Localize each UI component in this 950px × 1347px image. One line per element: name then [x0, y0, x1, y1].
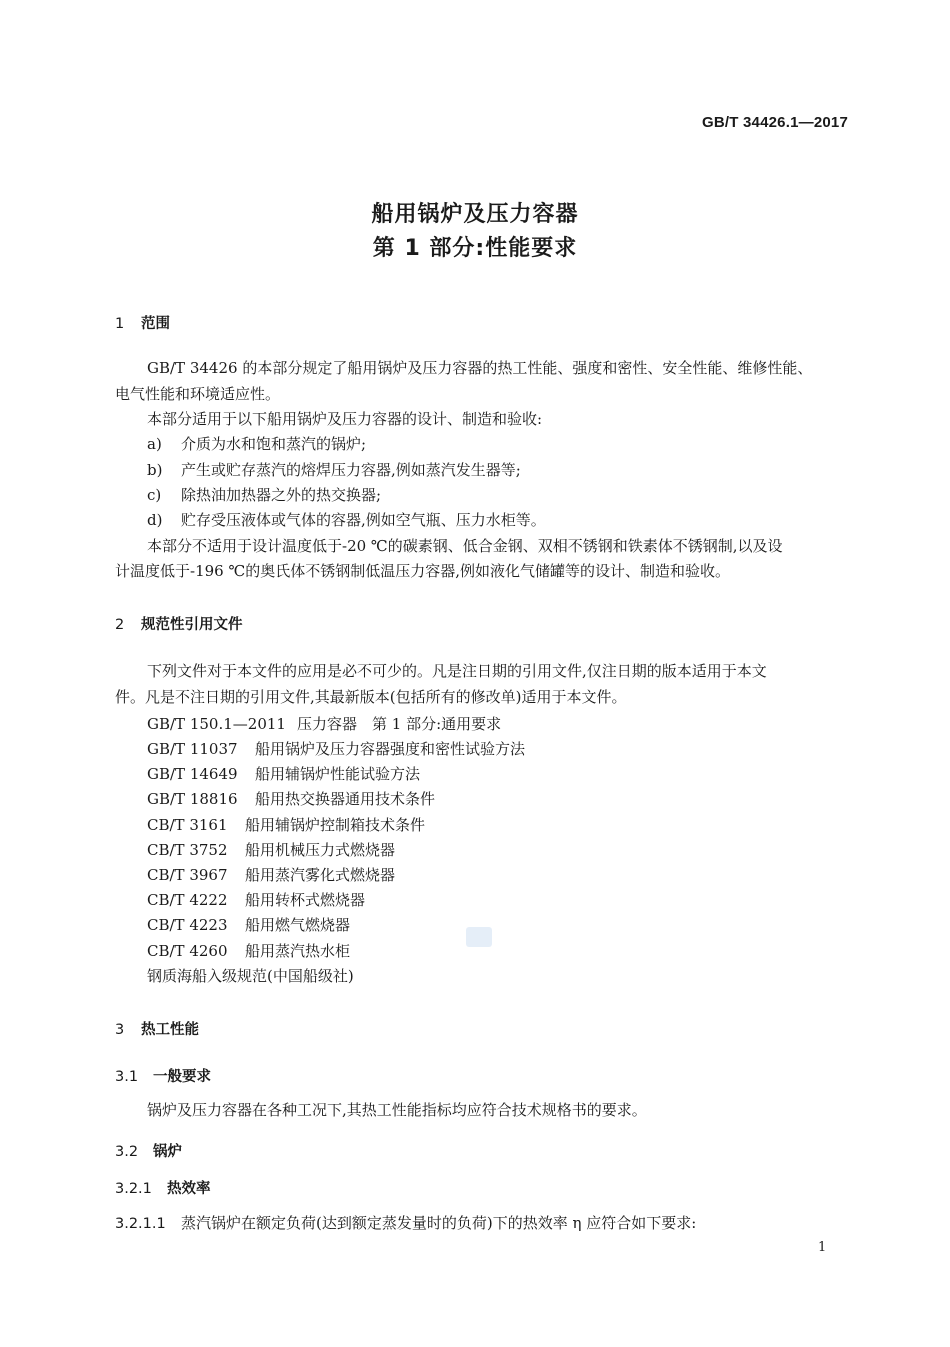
section-heading-2	[115, 613, 243, 634]
list-item-text: 产生或贮存蒸汽的熔焊压力容器,例如蒸汽发生器等;	[181, 461, 521, 479]
reference-code: CB/T 3967	[147, 866, 228, 884]
reference-title: 船用辅锅炉性能试验方法	[255, 765, 421, 783]
subsection-heading-3-1	[115, 1065, 211, 1086]
reference-item	[147, 762, 882, 787]
paragraph: 本部分不适用于设计温度低于-20 ℃的碳素钢、低合金钢、双相不锈钢和铁素体不锈钢制,以及设	[147, 537, 783, 555]
section-title: 规范性引用文件	[141, 617, 243, 633]
reference-code: CB/T 3752	[147, 841, 228, 859]
reference-item	[147, 913, 882, 938]
list-item	[147, 508, 882, 533]
document-title: 船用锅炉及压力容器	[371, 202, 579, 227]
reference-code: CB/T 4223	[147, 916, 228, 934]
list-item-label: b)	[147, 461, 163, 479]
subsection-title: 一般要求	[153, 1069, 211, 1085]
reference-code: CB/T 4222	[147, 891, 228, 909]
list-item-text: 介质为水和饱和蒸汽的锅炉;	[181, 435, 367, 453]
reference-item	[147, 813, 882, 838]
document-subtitle: 第 1 部分:性能要求	[372, 236, 578, 261]
reference-item	[147, 712, 882, 737]
reference-title: 压力容器 第 1 部分:通用要求	[297, 715, 502, 733]
reference-title: 船用转杯式燃烧器	[245, 891, 366, 909]
list-item	[147, 458, 882, 483]
reference-item	[147, 888, 882, 913]
list-item	[147, 483, 882, 508]
paragraph-continued: 件。凡是不注日期的引用文件,其最新版本(包括所有的修改单)适用于本文件。	[115, 688, 627, 706]
reference-item	[147, 737, 882, 762]
paragraph: 本部分适用于以下船用锅炉及压力容器的设计、制造和验收:	[147, 410, 543, 428]
clause-3-2-1-1	[115, 1211, 850, 1237]
reference-code: CB/T 4260	[147, 942, 228, 960]
subsection-heading-3-2	[115, 1140, 182, 1161]
list-item	[147, 432, 882, 457]
reference-title: 船用蒸汽热水柜	[245, 942, 351, 960]
paragraph-continued: 电气性能和环境适应性。	[115, 385, 281, 403]
reference-title: 船用热交换器通用技术条件	[255, 790, 436, 808]
reference-title: 船用辅锅炉控制箱技术条件	[245, 816, 426, 834]
paragraph: 下列文件对于本文件的应用是必不可少的。凡是注日期的引用文件,仅注日期的版本适用于本文	[147, 662, 767, 680]
section-number: 3	[115, 1022, 125, 1038]
section-title: 范围	[141, 316, 170, 332]
section-heading-3	[115, 1018, 199, 1039]
section-heading-1	[115, 312, 170, 333]
reference-item	[147, 863, 882, 888]
subsection-title: 热效率	[167, 1181, 211, 1197]
subsection-number: 3.2.1	[115, 1181, 152, 1197]
paragraph: 锅炉及压力容器在各种工况下,其热工性能指标均应符合技术规格书的要求。	[147, 1101, 647, 1119]
list-item-label: d)	[147, 511, 163, 529]
section-number: 2	[115, 617, 125, 633]
reference-item	[147, 787, 882, 812]
standard-code: GB/T 34426.1—2017	[702, 114, 848, 131]
subsection-number: 3.2	[115, 1144, 139, 1160]
list-item-text: 除热油加热器之外的热交换器;	[181, 486, 382, 504]
reference-code: CB/T 3161	[147, 816, 228, 834]
clause-number: 3.2.1.1	[115, 1216, 166, 1232]
reference-title: 船用锅炉及压力容器强度和密性试验方法	[255, 740, 526, 758]
subsection-title: 锅炉	[153, 1144, 182, 1160]
section-number: 1	[115, 316, 125, 332]
reference-code: GB/T 18816	[147, 790, 238, 808]
reference-item: 钢质海船入级规范(中国船级社)	[147, 967, 354, 985]
reference-title: 船用机械压力式燃烧器	[245, 841, 396, 859]
subsection-number: 3.1	[115, 1069, 139, 1085]
page-number: 1	[818, 1240, 827, 1255]
list-item-text: 贮存受压液体或气体的容器,例如空气瓶、压力水柜等。	[181, 511, 546, 529]
reference-code: GB/T 150.1—2011	[147, 715, 286, 733]
list-item-label: a)	[147, 435, 162, 453]
paragraph-continued: 计温度低于-196 ℃的奥氏体不锈钢制低温压力容器,例如液化气储罐等的设计、制造和验收。	[115, 562, 731, 580]
paragraph: GB/T 34426 的本部分规定了船用锅炉及压力容器的热工性能、强度和密性、安全性能、维修性能、	[147, 359, 813, 377]
list-item-label: c)	[147, 486, 162, 504]
watermark-logo	[466, 927, 492, 947]
clause-text: 蒸汽锅炉在额定负荷(达到额定蒸发量时的负荷)下的热效率 η 应符合如下要求:	[181, 1214, 697, 1232]
reference-code: GB/T 14649	[147, 765, 238, 783]
reference-title: 船用燃气燃烧器	[245, 916, 351, 934]
reference-title: 船用蒸汽雾化式燃烧器	[245, 866, 396, 884]
reference-item	[147, 838, 882, 863]
subsection-heading-3-2-1	[115, 1177, 211, 1198]
reference-item	[147, 939, 882, 964]
reference-code: GB/T 11037	[147, 740, 238, 758]
section-title: 热工性能	[141, 1022, 199, 1038]
